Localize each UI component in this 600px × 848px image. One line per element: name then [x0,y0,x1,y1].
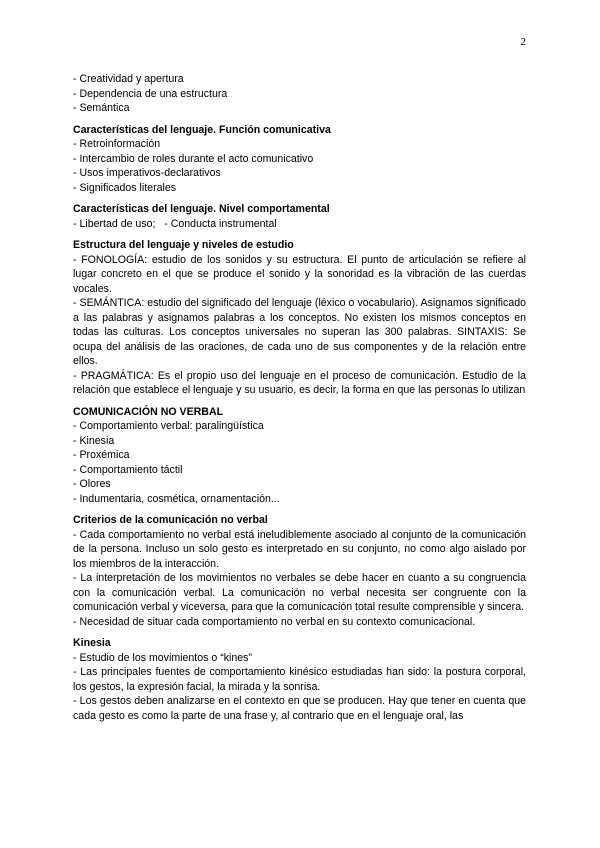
page-number: 2 [520,36,526,48]
list-item: - Retroinformación [73,138,161,150]
paragraph: - Los gestos deben analizarse en el contexto en que se producen. Hay que tener en cuenta que cada gesto es como la parte de una frase y, al contrario que en el lenguaje oral, las [73,695,526,722]
list-item: - Usos imperativos-declarativos [73,167,221,179]
section-estructura-lenguaje [73,238,526,398]
list-item: - Proxémica [73,449,130,461]
section-heading: Estructura del lenguaje y niveles de estudio [73,239,294,251]
section-nivel-comportamental [73,202,526,231]
list-item: - Libertad de uso; - Conducta instrumental [73,217,277,230]
paragraph: - Necesidad de situar cada comportamiento no verbal en su contexto comunicacional. [73,615,476,628]
list-item: - Indumentaria, cosmética, ornamentación... [73,492,280,505]
section-comunicacion-no-verbal [73,405,526,507]
section-criterios [73,513,526,629]
section-heading: Características del lenguaje. Nivel comportamental [73,203,330,215]
paragraph: - La interpretación de los movimientos no verbales se debe hacer en cuanto a su congruencia con la comunicación verbal. La comunicación no verbal necesita ser congruente con la comunicación verbal y viceversa, para que la comunicación total resulte comprensible y sincera. [73,572,526,613]
section-heading: COMUNICACIÓN NO VERBAL [73,405,224,418]
list-item: - Olores [73,478,111,490]
section-heading: Kinesia [73,637,111,649]
paragraph: - Estudio de los movimientos o “kines” [73,651,252,664]
list-item: - Comportamiento verbal: paralingüística [73,420,264,432]
list-item: - Dependencia de una estructura [73,87,228,100]
paragraph: - FONOLOGÍA: estudio de los sonidos y su estructura. El punto de articulación se refiere al lugar concreto en el que se produce el sonido y la sonoridad es la vibración de las cuerdas vocales. [73,253,526,295]
document-body [73,72,526,723]
paragraph: - Cada comportamiento no verbal está ineludiblemente asociado al conjunto de la comunicación de la persona. Incluso un solo gesto es interpretado en su conjunto, no como algo aislado por los miembros de la interacción. [73,528,526,570]
intro-list [73,72,526,116]
section-heading: Características del lenguaje. Función comunicativa [73,123,331,136]
paragraph: - Las principales fuentes de comportamiento kinésico estudiadas han sido: la postura corporal, los gestos, la expresión facial, la mirada y la sonrisa. [73,666,526,693]
section-kinesia [73,636,526,723]
list-item: - Kinesia [73,434,115,447]
paragraph: - SEMÁNTICA: estudio del significado del lenguaje (léxico o vocabulario). Asignamos significado a las palabras y asignamos palabras a los conceptos. No existen los mismos conceptos en todas las culturas. Los conceptos universales no superan las 300 palabras. SINTAXIS: Se ocupa del análisis de las oraciones, de cada uno de sus componentes y de la relación entre ellos. [73,297,526,367]
paragraph: - PRAGMÁTICA: Es el propio uso del lenguaje en el proceso de comunicación. Estudio de la relación que establece el lenguaje y su usuario, es decir, la forma en que las personas lo utilizan [73,369,526,396]
section-heading: Criterios de la comunicación no verbal [73,514,268,526]
list-item: - Intercambio de roles durante el acto comunicativo [73,152,314,165]
section-funcion-comunicativa [73,123,526,196]
list-item: - Semántica [73,102,130,114]
list-item: - Creatividad y apertura [73,73,184,85]
list-item: - Comportamiento táctil [73,463,183,476]
list-item: - Significados literales [73,181,177,194]
